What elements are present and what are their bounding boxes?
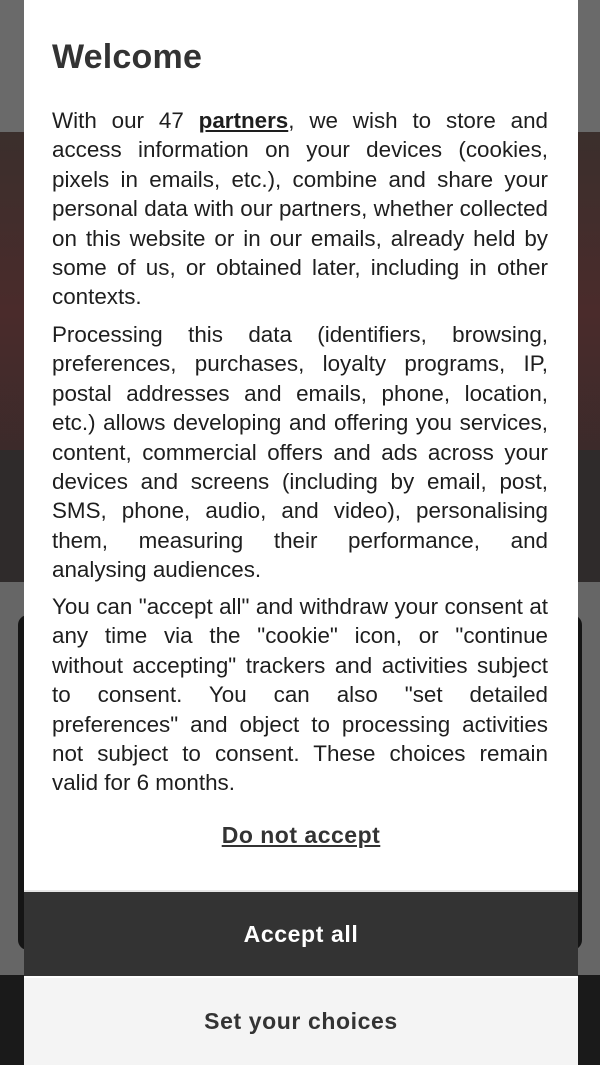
- accept-all-button[interactable]: Accept all: [24, 892, 578, 976]
- consent-paragraph-1: [52, 106, 548, 312]
- set-choices-button[interactable]: Set your choices: [24, 978, 578, 1065]
- dialog-title: Welcome: [52, 38, 203, 76]
- consent-paragraph-3: You can "accept all" and withdraw your consent at any time via the "cookie" icon, or "continue without accepting" trackers and activities subject to consent. You can also "set detailed preferences" and object to processing activities not subject to consent. These choices remain valid for 6 months.: [52, 594, 548, 796]
- consent-paragraph-2: Processing this data (identifiers, browsing, preferences, purchases, loyalty programs, IP, postal addresses and emails, phone, location, etc.) allows developing and offering you services, content, commercial offers and ads across your devices and screens (including by email, post, SMS, phone, audio, and video), personalising them, measuring their performance, and analysing audiences.: [52, 322, 548, 583]
- consent-dialog: [24, 0, 578, 1065]
- paragraph-1-intro: With our 47: [52, 108, 199, 133]
- partners-link[interactable]: partners: [198, 108, 289, 133]
- paragraph-1-rest: , we wish to store and access information on your devices (cookies, pixels in emails, etc.), combine and share your personal data with our partners, whether collected on this website or in our emails, already held by some of us, or obtained later, including in other contexts.: [52, 108, 548, 310]
- do-not-accept-link[interactable]: Do not accept: [221, 822, 381, 848]
